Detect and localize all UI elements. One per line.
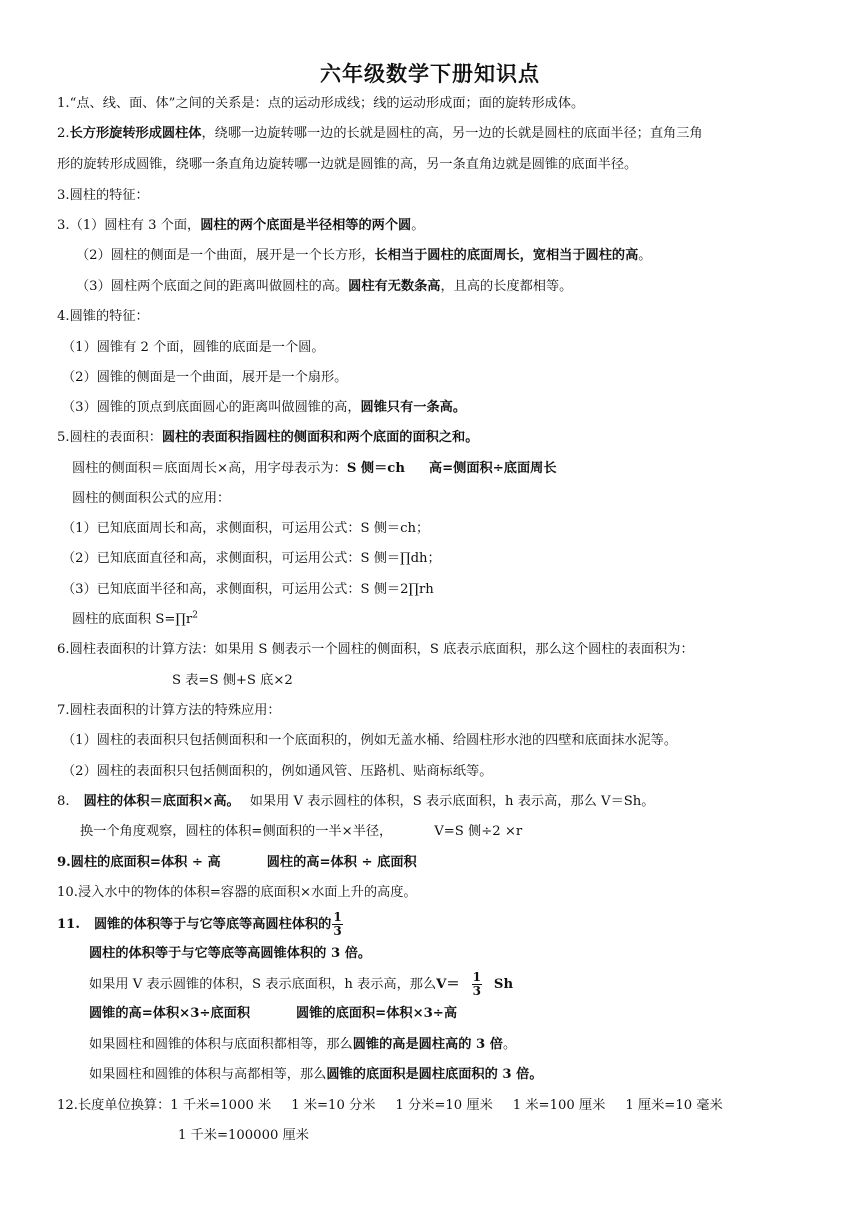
equal-base-end: 。 xyxy=(502,1037,517,1052)
cone-volume-sh: Sh xyxy=(493,977,514,992)
alternate-volume-text: 换一个角度观察，圆柱的体积=侧面积的一半×半径， xyxy=(80,824,393,839)
cone-feature-1: （1）圆锥有 2 个面，圆锥的底面是一个圆。 xyxy=(62,340,325,355)
point-11-number: 11. xyxy=(57,917,80,932)
cylinder-feature-2-a: （2）圆柱的侧面是一个曲面，展开是一个长方形， xyxy=(76,248,375,263)
cone-volume-formula-line xyxy=(89,968,513,1002)
cone-feature-2: （2）圆锥的侧面是一个曲面，展开是一个扇形。 xyxy=(62,370,348,385)
superscript-2: 2 xyxy=(192,610,198,621)
height-from-volume: 圆柱的高=体积 ÷ 底面积 xyxy=(266,855,417,870)
cylinder-surface-heading xyxy=(57,428,478,448)
special-application-1: （1）圆柱的表面积只包括侧面积和一个底面积的，例如无盖水桶、给圆柱形水池的四壁和底面抹水泥等。 xyxy=(62,733,678,748)
cone-volume-v: V＝ xyxy=(436,977,460,992)
cone-volume-relation-text: 圆锥的体积等于与它等底等高圆柱体积的 xyxy=(93,917,332,932)
cylinder-feature-3-c: ，且高的长度都相等。 xyxy=(440,279,573,294)
lateral-area-application-heading: 圆柱的侧面积公式的应用： xyxy=(72,491,231,506)
alternate-volume-formula: V=S 侧÷2 ×r xyxy=(434,824,523,839)
equal-height-text: 如果圆柱和圆锥的体积与高都相等，那么 xyxy=(89,1067,327,1082)
cylinder-cone-relation: 圆柱的体积等于与它等底等高圆锥体积的 3 倍。 xyxy=(89,946,372,961)
cylinder-volume-explanation: 如果用 V 表示圆柱的体积，S 表示底面积，h 表示高，那么 V＝Sh。 xyxy=(249,794,655,809)
cylinder-volume-formula: 圆柱的体积＝底面积×高。 xyxy=(83,794,240,809)
unit-dm-cm: 1 分米=10 厘米 xyxy=(395,1098,493,1113)
cone-fraction-one-third xyxy=(472,971,482,998)
point-1-text: 1.“点、线、面、体”之间的关系是：点的运动形成线；线的运动形成面；面的旋转形成体。 xyxy=(57,96,585,111)
surface-area-formula: S 表=S 侧+S 底×2 xyxy=(172,673,293,688)
equal-height-relation xyxy=(89,1065,543,1085)
surface-area-method: 6.圆柱表面积的计算方法：如果用 S 侧表示一个圆柱的侧面积，S 底表示底面积，那么这个圆柱的表面积为： xyxy=(57,642,694,657)
point-2-continuation: 形的旋转形成圆锥，绕哪一条直角边旋转哪一边就是圆锥的高，另一条直角边就是圆锥的底面半径。 xyxy=(57,157,638,172)
height-formula: 高=侧面积÷底面周长 xyxy=(428,461,557,476)
base-area-text: 圆柱的底面积 S=∏r xyxy=(72,612,193,627)
base-area-formula xyxy=(72,610,198,630)
cylinder-feature-1-a: 3.（1）圆柱有 3 个面， xyxy=(57,218,201,233)
cylinder-feature-3-a: （3）圆柱两个底面之间的距离叫做圆柱的高。 xyxy=(76,279,349,294)
unit-km-cm: 1 千米=100000 厘米 xyxy=(178,1128,309,1143)
alternate-volume-line xyxy=(80,822,522,842)
cone-base-area-formula: 圆锥的底面积=体积×3÷高 xyxy=(296,1006,458,1021)
point-2-number: 2. xyxy=(57,126,70,141)
base-area-from-volume: 9.圆柱的底面积=体积 ÷ 高 xyxy=(57,855,221,870)
fraction-one-third xyxy=(332,911,342,938)
cone-feature-3-a: （3）圆锥的顶点到底面圆心的距离叫做圆锥的高， xyxy=(62,400,361,415)
point-10-text: 10.浸入水中的物体的体积=容器的底面积×水面上升的高度。 xyxy=(57,885,417,900)
unit-m-dm: 1 米=10 分米 xyxy=(291,1098,376,1113)
cylinder-feature-3-bold: 圆柱有无数条高 xyxy=(348,279,441,294)
cylinder-feature-1-c: 。 xyxy=(411,218,425,233)
cylinder-volume-line xyxy=(57,792,654,812)
cylinder-features-heading: 3.圆柱的特征： xyxy=(57,188,149,203)
application-1: （1）已知底面周长和高，求侧面积，可运用公式：S 侧＝ch； xyxy=(62,521,430,536)
point-8-number: 8. xyxy=(57,794,70,809)
cylinder-feature-2-bold: 长相当于圆柱的底面周长，宽相当于圆柱的高 xyxy=(374,248,639,263)
cylinder-feature-1-bold: 圆柱的两个底面是半径相等的两个圆 xyxy=(200,218,412,233)
equal-base-bold: 圆锥的高是圆柱高的 3 倍 xyxy=(352,1037,503,1052)
cone-features-heading: 4.圆锥的特征： xyxy=(57,309,149,324)
cylinder-feature-3 xyxy=(76,277,572,297)
point-9-formulas xyxy=(57,853,417,873)
cone-height-formula: 圆锥的高=体积×3÷底面积 xyxy=(89,1006,251,1021)
cylinder-surface-definition: 圆柱的表面积指圆柱的侧面积和两个底面的面积之和。 xyxy=(161,430,479,445)
length-unit-conversion xyxy=(57,1096,723,1116)
cone-fraction-denominator: 3 xyxy=(472,984,481,998)
cylinder-feature-1 xyxy=(57,216,424,236)
application-3: （3）已知底面半径和高，求侧面积，可运用公式：S 侧＝2∏rh xyxy=(62,582,434,597)
cylinder-feature-2-c: 。 xyxy=(638,248,652,263)
fraction-denominator: 3 xyxy=(333,924,342,938)
unit-m-cm: 1 米=100 厘米 xyxy=(512,1098,606,1113)
lateral-area-text: 圆柱的侧面积＝底面周长×高，用字母表示为： xyxy=(72,461,347,476)
special-application-2: （2）圆柱的表面积只包括侧面积的，例如通风管、压路机、贴商标纸等。 xyxy=(62,764,493,779)
equal-base-text: 如果圆柱和圆锥的体积与底面积都相等，那么 xyxy=(89,1037,353,1052)
lateral-area-symbol: S 侧＝ch xyxy=(346,461,405,476)
point-2-text xyxy=(57,124,703,144)
fraction-numerator: 1 xyxy=(333,910,342,924)
equal-height-bold: 圆锥的底面积是圆柱底面积的 3 倍。 xyxy=(326,1067,543,1082)
cone-volume-explanation: 如果用 V 表示圆锥的体积，S 表示底面积，h 表示高，那么 xyxy=(89,977,437,992)
unit-cm-mm: 1 厘米=10 毫米 xyxy=(625,1098,723,1113)
special-applications-heading: 7.圆柱表面积的计算方法的特殊应用： xyxy=(57,703,281,718)
equal-base-relation xyxy=(89,1035,516,1055)
point-2-bold: 长方形旋转形成圆柱体 xyxy=(69,126,202,141)
cone-feature-3 xyxy=(62,398,466,418)
cone-volume-relation xyxy=(57,908,347,942)
cylinder-feature-2 xyxy=(76,246,651,266)
cylinder-surface-label: 5.圆柱的表面积： xyxy=(57,430,162,445)
lateral-area-formula xyxy=(72,459,557,479)
cone-derived-formulas xyxy=(89,1004,457,1024)
cone-feature-3-bold: 圆锥只有一条高。 xyxy=(360,400,467,415)
unit-km-m: 12.长度单位换算：1 千米=1000 米 xyxy=(57,1098,272,1113)
point-2-rest: ，绕哪一边旋转哪一边的长就是圆柱的高，另一边的长就是圆柱的底面半径；直角三角 xyxy=(201,126,703,141)
page-title: 六年级数学下册知识点 xyxy=(320,62,540,86)
application-2: （2）已知底面直径和高，求侧面积，可运用公式：S 侧＝∏dh； xyxy=(62,551,441,566)
cone-fraction-numerator: 1 xyxy=(472,970,481,984)
